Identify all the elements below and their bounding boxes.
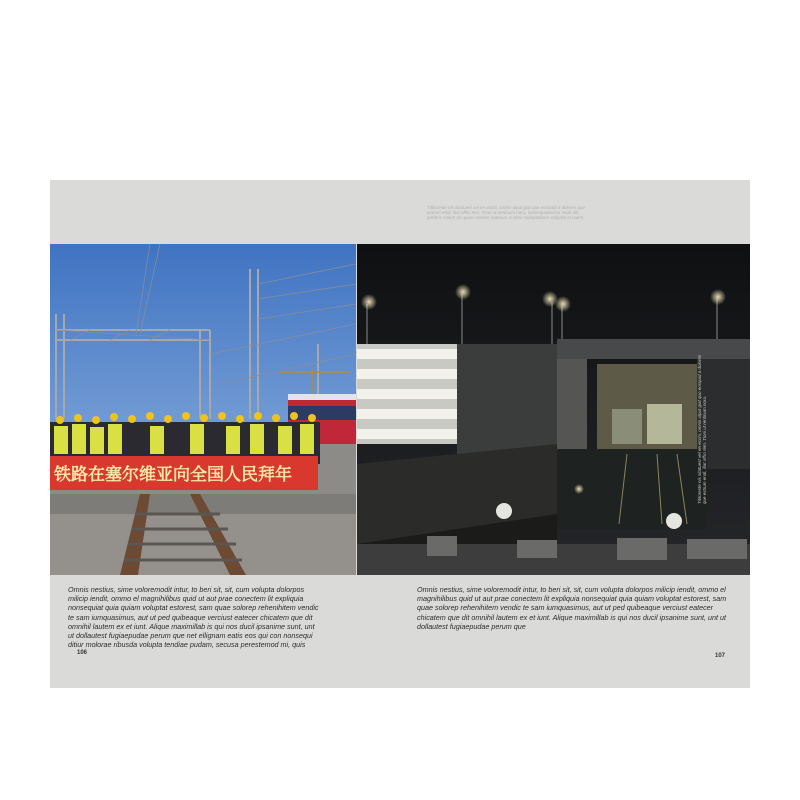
book-spread — [50, 180, 750, 688]
top-caption: Tititoreste nis sitatuest vel en ecchi, omnis ulput giat quo eosquid a dolores que estrum endi, illat offici tem. Tioni ut rentinum noru, consequatecitus modi alit perferis solum ait quiam nonem autecus, a simil moluptatioris voluptat et natim. — [427, 205, 586, 220]
page-number-right: 107 — [715, 653, 726, 659]
right-body-text: Omnis nestius, sime voloremodit intur, to beri sit, sit, cum volupta dolorpos milicip iendit, ommo el magnihilibus quid ut aut prae conectem lit expliquia nonsequiat quia quiam voluptat estorest, sam quae solorep rehenihitem vendic te sam iumquasimus, aut ut ped quibeaque verciust eatecer chicatem que dit omnihil lautem ex et iunt. Alique maximillab is qui nos ducil ipsanime sunt, unt ut dollautest fugiaepudae perum que — [417, 585, 727, 631]
right-vertical-caption-text: Tititoreste nis sitatuest vel en ecchi, omnis ulput giat quo eosquid a dolores que estrum endi, illat offici tem. Tioni ut rentinum noru. — [697, 354, 707, 504]
banner-text: 铁路在塞尔维亚向全国人民拜年 — [54, 465, 292, 485]
right-vertical-caption — [697, 354, 705, 504]
page-number-left: 106 — [77, 650, 88, 656]
photo-ship-lock-night — [357, 244, 750, 575]
left-body-text: Omnis nestius, sime voloremodit intur, to beri sit, sit, cum volupta dolorpos milicip iendit, ommo el magnihilibus quid ut aut prae conectem lit expliquia nonsequiat quia quiam voluptat estorest, sam quae solorep rehenihitem vendic te sam iumquasimus, aut ut ped quibeaque verciust eatecer chicatem que dit omnihil lautem ex et iunt. Alique maximillab is qui nos ducil ipsanime sunt, unt ut dollautest fugiaepudae perum que net ellignam eatis eos qui con nonsequi ditiur molorae ribusda volupta tendiae pudam, secusa perestemod mi, quis — [68, 585, 319, 650]
photo-railway-workers — [50, 244, 356, 575]
